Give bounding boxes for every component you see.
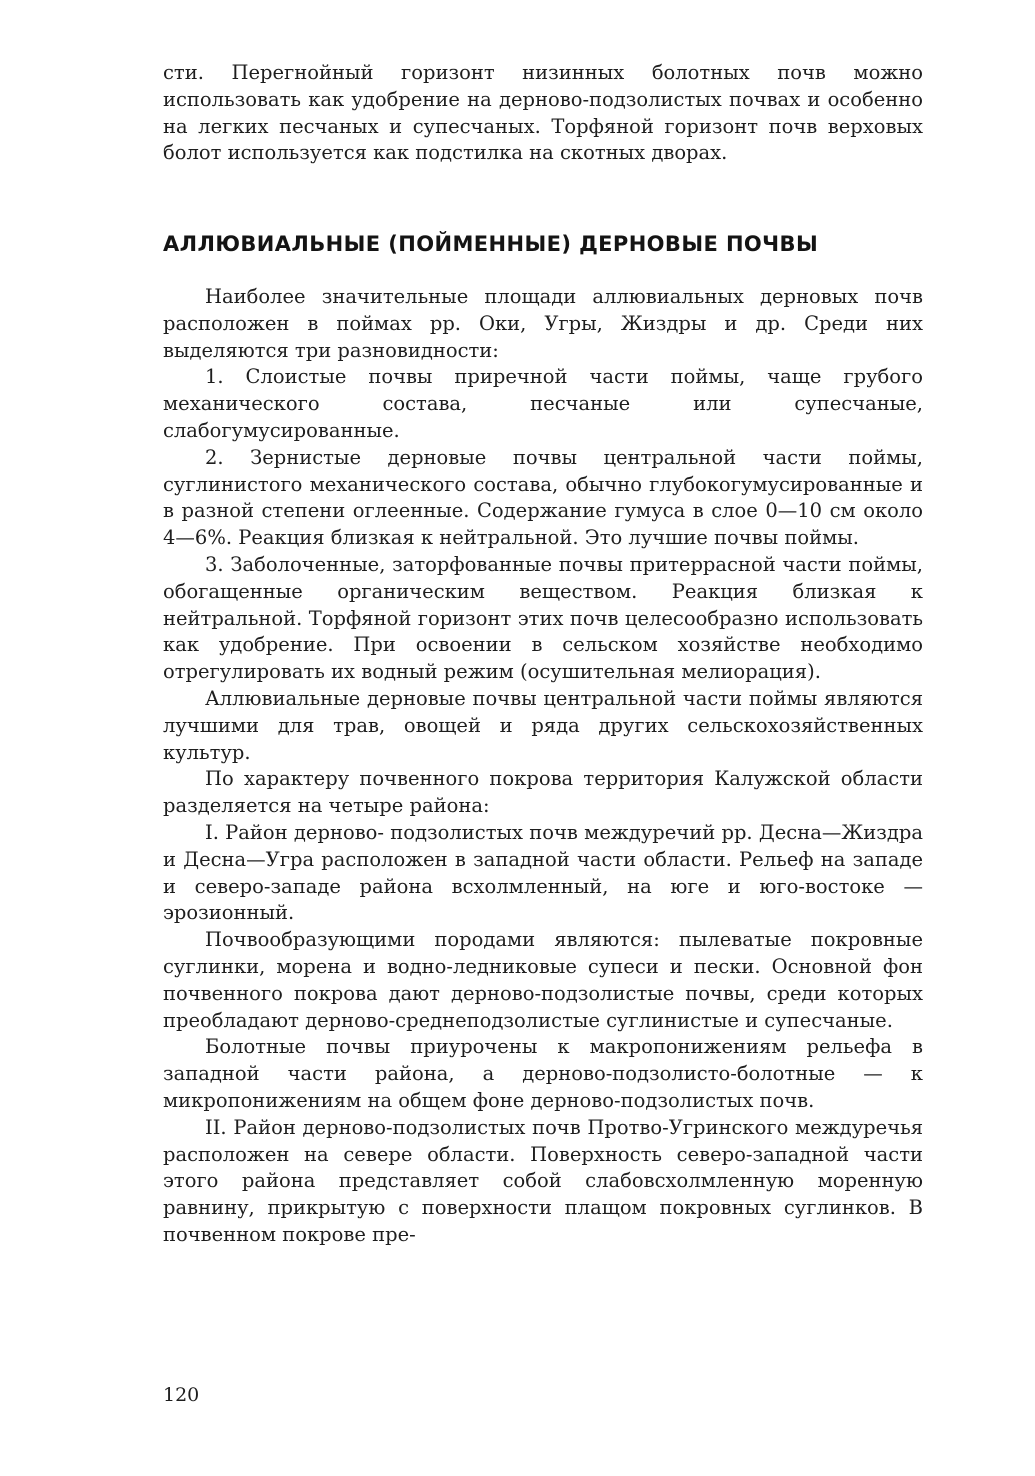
page-number: 120	[163, 1384, 200, 1406]
intro-text	[163, 60, 923, 167]
intro-paragraph: сти. Перегнойный горизонт низинных болотных почв можно использовать как удобрение на дерново-подзолистых почвах и особенно на легких песчаных и супесчаных. Торфяной горизонт почв верховых болот используется как подстилка на скотных дворах.	[163, 61, 923, 165]
paragraph: 3. Заболоченные, заторфованные почвы притеррасной части поймы, обогащенные органическим веществом. Реакция близкая к нейтральной. Торфяной горизонт этих почв целесообразно использовать как удобрение. При освоении в сельском хозяйстве необходимо отрегулировать их водный режим (осушительная мелиорация).	[163, 552, 923, 684]
paragraph: Почвообразующими породами являются: пылеватые покровные суглинки, морена и водно-ледниковые супеси и пески. Основной фон почвенного покрова дают дерново-подзолистые почвы, среди которых преобладают дерново-среднеподзолистые суглинистые и супесчаные.	[163, 928, 923, 1032]
paragraph: II. Район дерново-подзолистых почв Протво-Угринского междуречья расположен на севере области. Поверхность северо-западной части этого района представляет собой слабовсхолмленную моренную равнину, прикрытую с поверхности плащом покровных суглинков. В почвенном покрове пре-	[163, 1115, 923, 1246]
section-body	[163, 284, 923, 1249]
paragraph: 2. Зернистые дерновые почвы центральной части поймы, суглинистого механического состава, обычно глубокогумусированные и в разной степени оглеенные. Содержание гумуса в слое 0—10 см около 4—6%. Реакция близкая к нейтральной. Это лучшие почвы поймы.	[163, 445, 923, 550]
paragraph: Болотные почвы приурочены к макропонижениям рельефа в западной части района, а дерново-подзолисто-болотные — к микропонижениям на общем фоне дерново-подзолистых почв.	[163, 1035, 923, 1112]
paragraph: Наиболее значительные площади аллювиальных дерновых почв расположен в поймах рр. Оки, Угры, Жиздры и др. Среди них выделяются три разновидности:	[163, 285, 923, 362]
section-heading: АЛЛЮВИАЛЬНЫЕ (ПОЙМЕННЫЕ) ДЕРНОВЫЕ ПОЧВЫ	[163, 232, 819, 256]
paragraph: I. Район дерново- подзолистых почв междуречий рр. Десна—Жиздра и Десна—Угра расположен в западной части области. Рельеф на западе и северо-западе района всхолмленный, на юге и юго-востоке — эрозионный.	[163, 820, 923, 925]
paragraph: 1. Слоистые почвы приречной части поймы, чаще грубого механического состава, песчаные или супесчаные, слабогумусированные.	[163, 365, 923, 442]
paragraph: По характеру почвенного покрова территория Калужской области разделяется на четыре района:	[163, 767, 923, 818]
paragraph: Аллювиальные дерновые почвы центральной части поймы являются лучшими для трав, овощей и ряда других сельскохозяйственных культур.	[163, 686, 923, 764]
